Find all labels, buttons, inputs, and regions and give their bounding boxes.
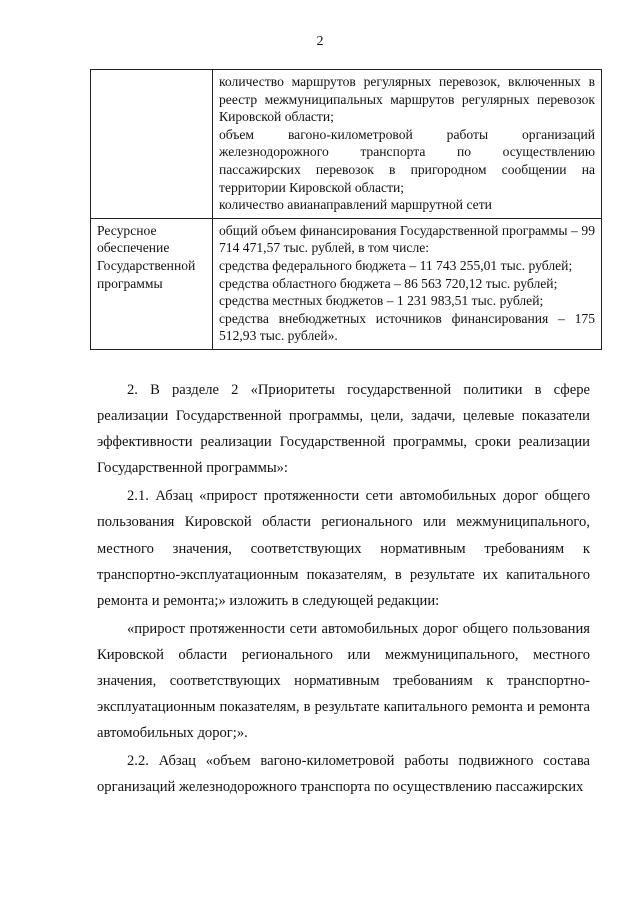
paragraph-section-2: 2. В разделе 2 «Приоритеты государственной политики в сфере реализации Государственной программы, цели, задачи, целевые показатели эффективности реализации Государственной программы, сроки реализации Государственной программы»: <box>97 382 590 477</box>
funding-total: общий объем финансирования Государственной программы – 99 714 471,57 тыс. рублей, в том числе: <box>219 222 595 256</box>
paragraph-2-2: 2.2. Абзац «объем вагоно-километровой работы подвижного состава организаций железнодорожного транспорта по осуществлению пассажирских <box>97 753 590 796</box>
indicator-routes: количество маршрутов регулярных перевозок, включенных в реестр межмуниципальных маршрутов регулярных перевозок Кировской области; <box>219 74 595 125</box>
program-passport-table <box>90 69 602 350</box>
table-cell-label <box>91 70 213 219</box>
table-cell-label: Ресурсное обеспечение Государственной программы <box>91 218 213 349</box>
table-row <box>91 218 602 349</box>
table-cell-funding <box>213 218 602 349</box>
paragraph-2-1: 2.1. Абзац «прирост протяженности сети автомобильных дорог общего пользования Кировской области регионального или межмуниципального, местного значения, соответствующих нормативным требованиям к транспортно-эксплуатационным показателям, в результате их капитального ремонта и ремонта;» изложить в следующей редакции: <box>97 488 590 609</box>
table-row <box>91 70 602 219</box>
funding-local: средства местных бюджетов – 1 231 983,51 тыс. рублей; <box>219 293 544 309</box>
document-body <box>97 377 590 801</box>
indicator-air-routes: количество авианаправлений маршрутной сети <box>219 197 492 213</box>
paragraph-new-wording: «прирост протяженности сети автомобильных дорог общего пользования Кировской области регионального или межмуниципального, местного значения, соответствующих нормативным требованиям к транспортно-эксплуатационным показателям, в результате капитального ремонта и ремонта автомобильных дорог;». <box>97 620 590 742</box>
funding-regional: средства областного бюджета – 86 563 720,12 тыс. рублей; <box>219 275 558 291</box>
indicator-rail-volume: объем вагоно-километровой работы организаций железнодорожного транспорта по осуществлению пассажирских перевозок в пригородном сообщении на территории Кировской области; <box>219 126 595 195</box>
funding-extrabudgetary: средства внебюджетных источников финансирования – 175 512,93 тыс. рублей». <box>219 310 595 344</box>
page-number: 2 <box>316 34 324 49</box>
funding-federal: средства федерального бюджета – 11 743 255,01 тыс. рублей; <box>219 257 573 273</box>
table-cell-indicators <box>213 70 602 219</box>
